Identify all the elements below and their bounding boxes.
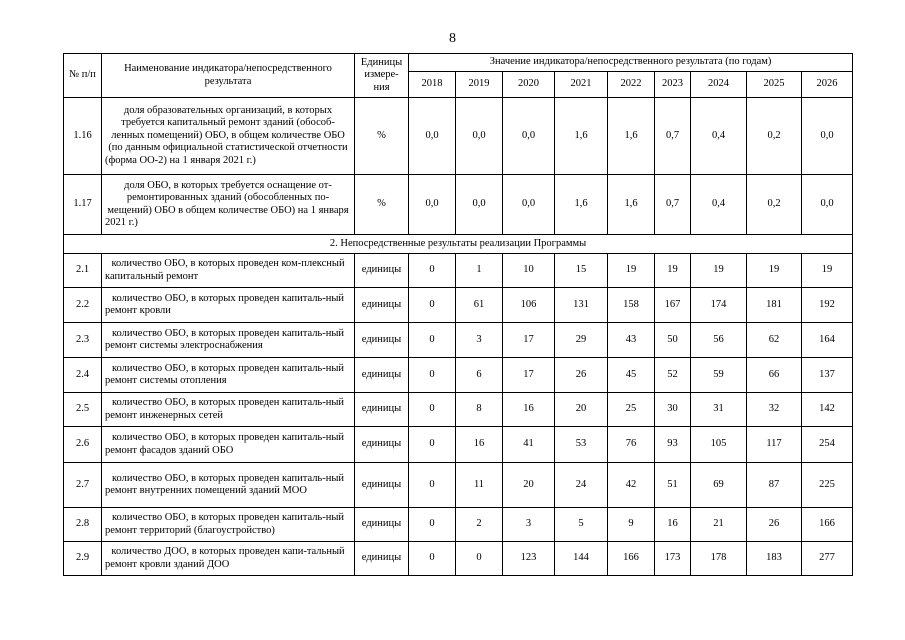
value-cell: 15 [555,254,608,288]
value-cell: 2 [456,508,503,542]
table-row [64,542,853,576]
row-number: 2.4 [64,358,102,393]
value-cell: 8 [456,393,503,427]
value-cell: 192 [802,288,853,323]
row-number: 2.6 [64,427,102,463]
unit-cell: единицы [355,323,409,358]
unit-cell: % [355,175,409,235]
value-cell: 1,6 [555,175,608,235]
indicator-name: количество ДОО, в которых проведен капи-тальный ремонт кровли зданий ДОО [102,542,355,576]
row-number: 2.7 [64,463,102,508]
indicator-name: количество ОБО, в которых проведен капиталь-ный ремонт фасадов зданий ОБО [102,427,355,463]
row-number: 2.1 [64,254,102,288]
value-cell: 62 [747,323,802,358]
row-number: 2.2 [64,288,102,323]
page-number: 8 [449,31,456,46]
section-row [64,235,853,254]
value-cell: 0,0 [503,175,555,235]
value-cell: 9 [608,508,655,542]
column-header-year: 2020 [503,72,555,98]
value-cell: 158 [608,288,655,323]
value-cell: 142 [802,393,853,427]
column-header-no: № п/п [64,54,102,98]
column-header-year: 2018 [409,72,456,98]
unit-cell: единицы [355,427,409,463]
value-cell: 3 [456,323,503,358]
indicator-name: количество ОБО, в которых проведен капиталь-ный ремонт территорий (благоустройство) [102,508,355,542]
value-cell: 10 [503,254,555,288]
value-cell: 0,0 [456,98,503,175]
value-cell: 17 [503,358,555,393]
value-cell: 0,0 [802,175,853,235]
value-cell: 45 [608,358,655,393]
table-row [64,323,853,358]
table-row [64,358,853,393]
indicator-name: количество ОБО, в которых проведен капиталь-ный ремонт системы электроснабжения [102,323,355,358]
value-cell: 30 [655,393,691,427]
value-cell: 0 [409,358,456,393]
value-cell: 0 [456,542,503,576]
value-cell: 225 [802,463,853,508]
header-row-top [64,54,853,72]
value-cell: 173 [655,542,691,576]
column-header-year: 2024 [691,72,747,98]
column-header-year: 2021 [555,72,608,98]
value-cell: 254 [802,427,853,463]
value-cell: 87 [747,463,802,508]
value-cell: 0,7 [655,175,691,235]
unit-cell: единицы [355,508,409,542]
value-cell: 0,2 [747,98,802,175]
unit-cell: единицы [355,254,409,288]
table-row [64,463,853,508]
value-cell: 16 [655,508,691,542]
unit-cell: единицы [355,288,409,323]
value-cell: 51 [655,463,691,508]
value-cell: 131 [555,288,608,323]
unit-cell: единицы [355,542,409,576]
table-row [64,98,853,175]
value-cell: 69 [691,463,747,508]
value-cell: 0,0 [456,175,503,235]
value-cell: 181 [747,288,802,323]
column-header-unit: Единицы измере-ния [355,54,409,98]
value-cell: 20 [503,463,555,508]
value-cell: 137 [802,358,853,393]
value-cell: 56 [691,323,747,358]
table-row [64,175,853,235]
table-row [64,427,853,463]
column-header-values-group: Значение индикатора/непосредственного результата (по годам) [409,54,853,72]
row-number: 2.8 [64,508,102,542]
indicators-table [63,53,853,576]
row-number: 1.17 [64,175,102,235]
value-cell: 50 [655,323,691,358]
indicator-name: количество ОБО, в которых проведен ком-плексный капитальный ремонт [102,254,355,288]
value-cell: 53 [555,427,608,463]
value-cell: 19 [608,254,655,288]
value-cell: 105 [691,427,747,463]
value-cell: 16 [503,393,555,427]
value-cell: 19 [802,254,853,288]
row-number: 1.16 [64,98,102,175]
value-cell: 0 [409,288,456,323]
value-cell: 0,7 [655,98,691,175]
value-cell: 0 [409,542,456,576]
value-cell: 52 [655,358,691,393]
value-cell: 32 [747,393,802,427]
table-row [64,393,853,427]
indicator-name: количество ОБО, в которых проведен капиталь-ный ремонт системы отопления [102,358,355,393]
value-cell: 1,6 [555,98,608,175]
value-cell: 24 [555,463,608,508]
value-cell: 0,0 [802,98,853,175]
value-cell: 19 [655,254,691,288]
unit-cell: единицы [355,358,409,393]
indicator-name: количество ОБО, в которых проведен капиталь-ный ремонт инженерных сетей [102,393,355,427]
value-cell: 164 [802,323,853,358]
table-row [64,288,853,323]
unit-cell: единицы [355,393,409,427]
value-cell: 31 [691,393,747,427]
value-cell: 1 [456,254,503,288]
value-cell: 174 [691,288,747,323]
value-cell: 1,6 [608,175,655,235]
value-cell: 0 [409,393,456,427]
value-cell: 0,0 [409,175,456,235]
value-cell: 0,4 [691,98,747,175]
value-cell: 106 [503,288,555,323]
value-cell: 66 [747,358,802,393]
column-header-year: 2023 [655,72,691,98]
value-cell: 19 [691,254,747,288]
row-number: 2.5 [64,393,102,427]
column-header-name: Наименование индикатора/непосредственного результата [102,54,355,98]
row-number: 2.3 [64,323,102,358]
value-cell: 17 [503,323,555,358]
value-cell: 0,0 [409,98,456,175]
section-title: 2. Непосредственные результаты реализации Программы [64,235,853,254]
value-cell: 59 [691,358,747,393]
value-cell: 117 [747,427,802,463]
value-cell: 43 [608,323,655,358]
column-header-year: 2019 [456,72,503,98]
indicator-name: доля ОБО, в которых требуется оснащение от-ремонтированных зданий (обособленных по-мещений) ОБО в общем количестве ОБО) на 1 января 2021 г.) [102,175,355,235]
value-cell: 41 [503,427,555,463]
value-cell: 178 [691,542,747,576]
value-cell: 5 [555,508,608,542]
value-cell: 11 [456,463,503,508]
value-cell: 0 [409,323,456,358]
indicator-name: количество ОБО, в которых проведен капиталь-ный ремонт кровли [102,288,355,323]
value-cell: 0 [409,254,456,288]
value-cell: 26 [555,358,608,393]
unit-cell: единицы [355,463,409,508]
column-header-year: 2026 [802,72,853,98]
value-cell: 0,0 [503,98,555,175]
value-cell: 0,4 [691,175,747,235]
value-cell: 167 [655,288,691,323]
value-cell: 6 [456,358,503,393]
value-cell: 3 [503,508,555,542]
value-cell: 144 [555,542,608,576]
value-cell: 16 [456,427,503,463]
value-cell: 0 [409,508,456,542]
value-cell: 42 [608,463,655,508]
value-cell: 123 [503,542,555,576]
value-cell: 26 [747,508,802,542]
value-cell: 166 [608,542,655,576]
row-number: 2.9 [64,542,102,576]
value-cell: 0,2 [747,175,802,235]
value-cell: 93 [655,427,691,463]
value-cell: 19 [747,254,802,288]
indicator-rows [64,98,853,235]
value-cell: 0 [409,463,456,508]
value-cell: 0 [409,427,456,463]
table-row [64,508,853,542]
value-cell: 61 [456,288,503,323]
value-cell: 277 [802,542,853,576]
unit-cell: % [355,98,409,175]
value-cell: 29 [555,323,608,358]
value-cell: 21 [691,508,747,542]
column-header-year: 2025 [747,72,802,98]
indicator-name: количество ОБО, в которых проведен капиталь-ный ремонт внутренних помещений зданий МОО [102,463,355,508]
section-row-group [64,235,853,254]
value-cell: 76 [608,427,655,463]
value-cell: 20 [555,393,608,427]
value-cell: 166 [802,508,853,542]
indicator-name: доля образовательных организаций, в которых требуется капитальный ремонт зданий (обособ-ленных помещений) ОБО, в общем количестве ОБО (по данным официальной статистической отчетности (форма ОО-2) на 1 января 2021 г.) [102,98,355,175]
value-cell: 25 [608,393,655,427]
table-row [64,254,853,288]
value-cell: 1,6 [608,98,655,175]
result-rows [64,254,853,576]
column-header-year: 2022 [608,72,655,98]
value-cell: 183 [747,542,802,576]
